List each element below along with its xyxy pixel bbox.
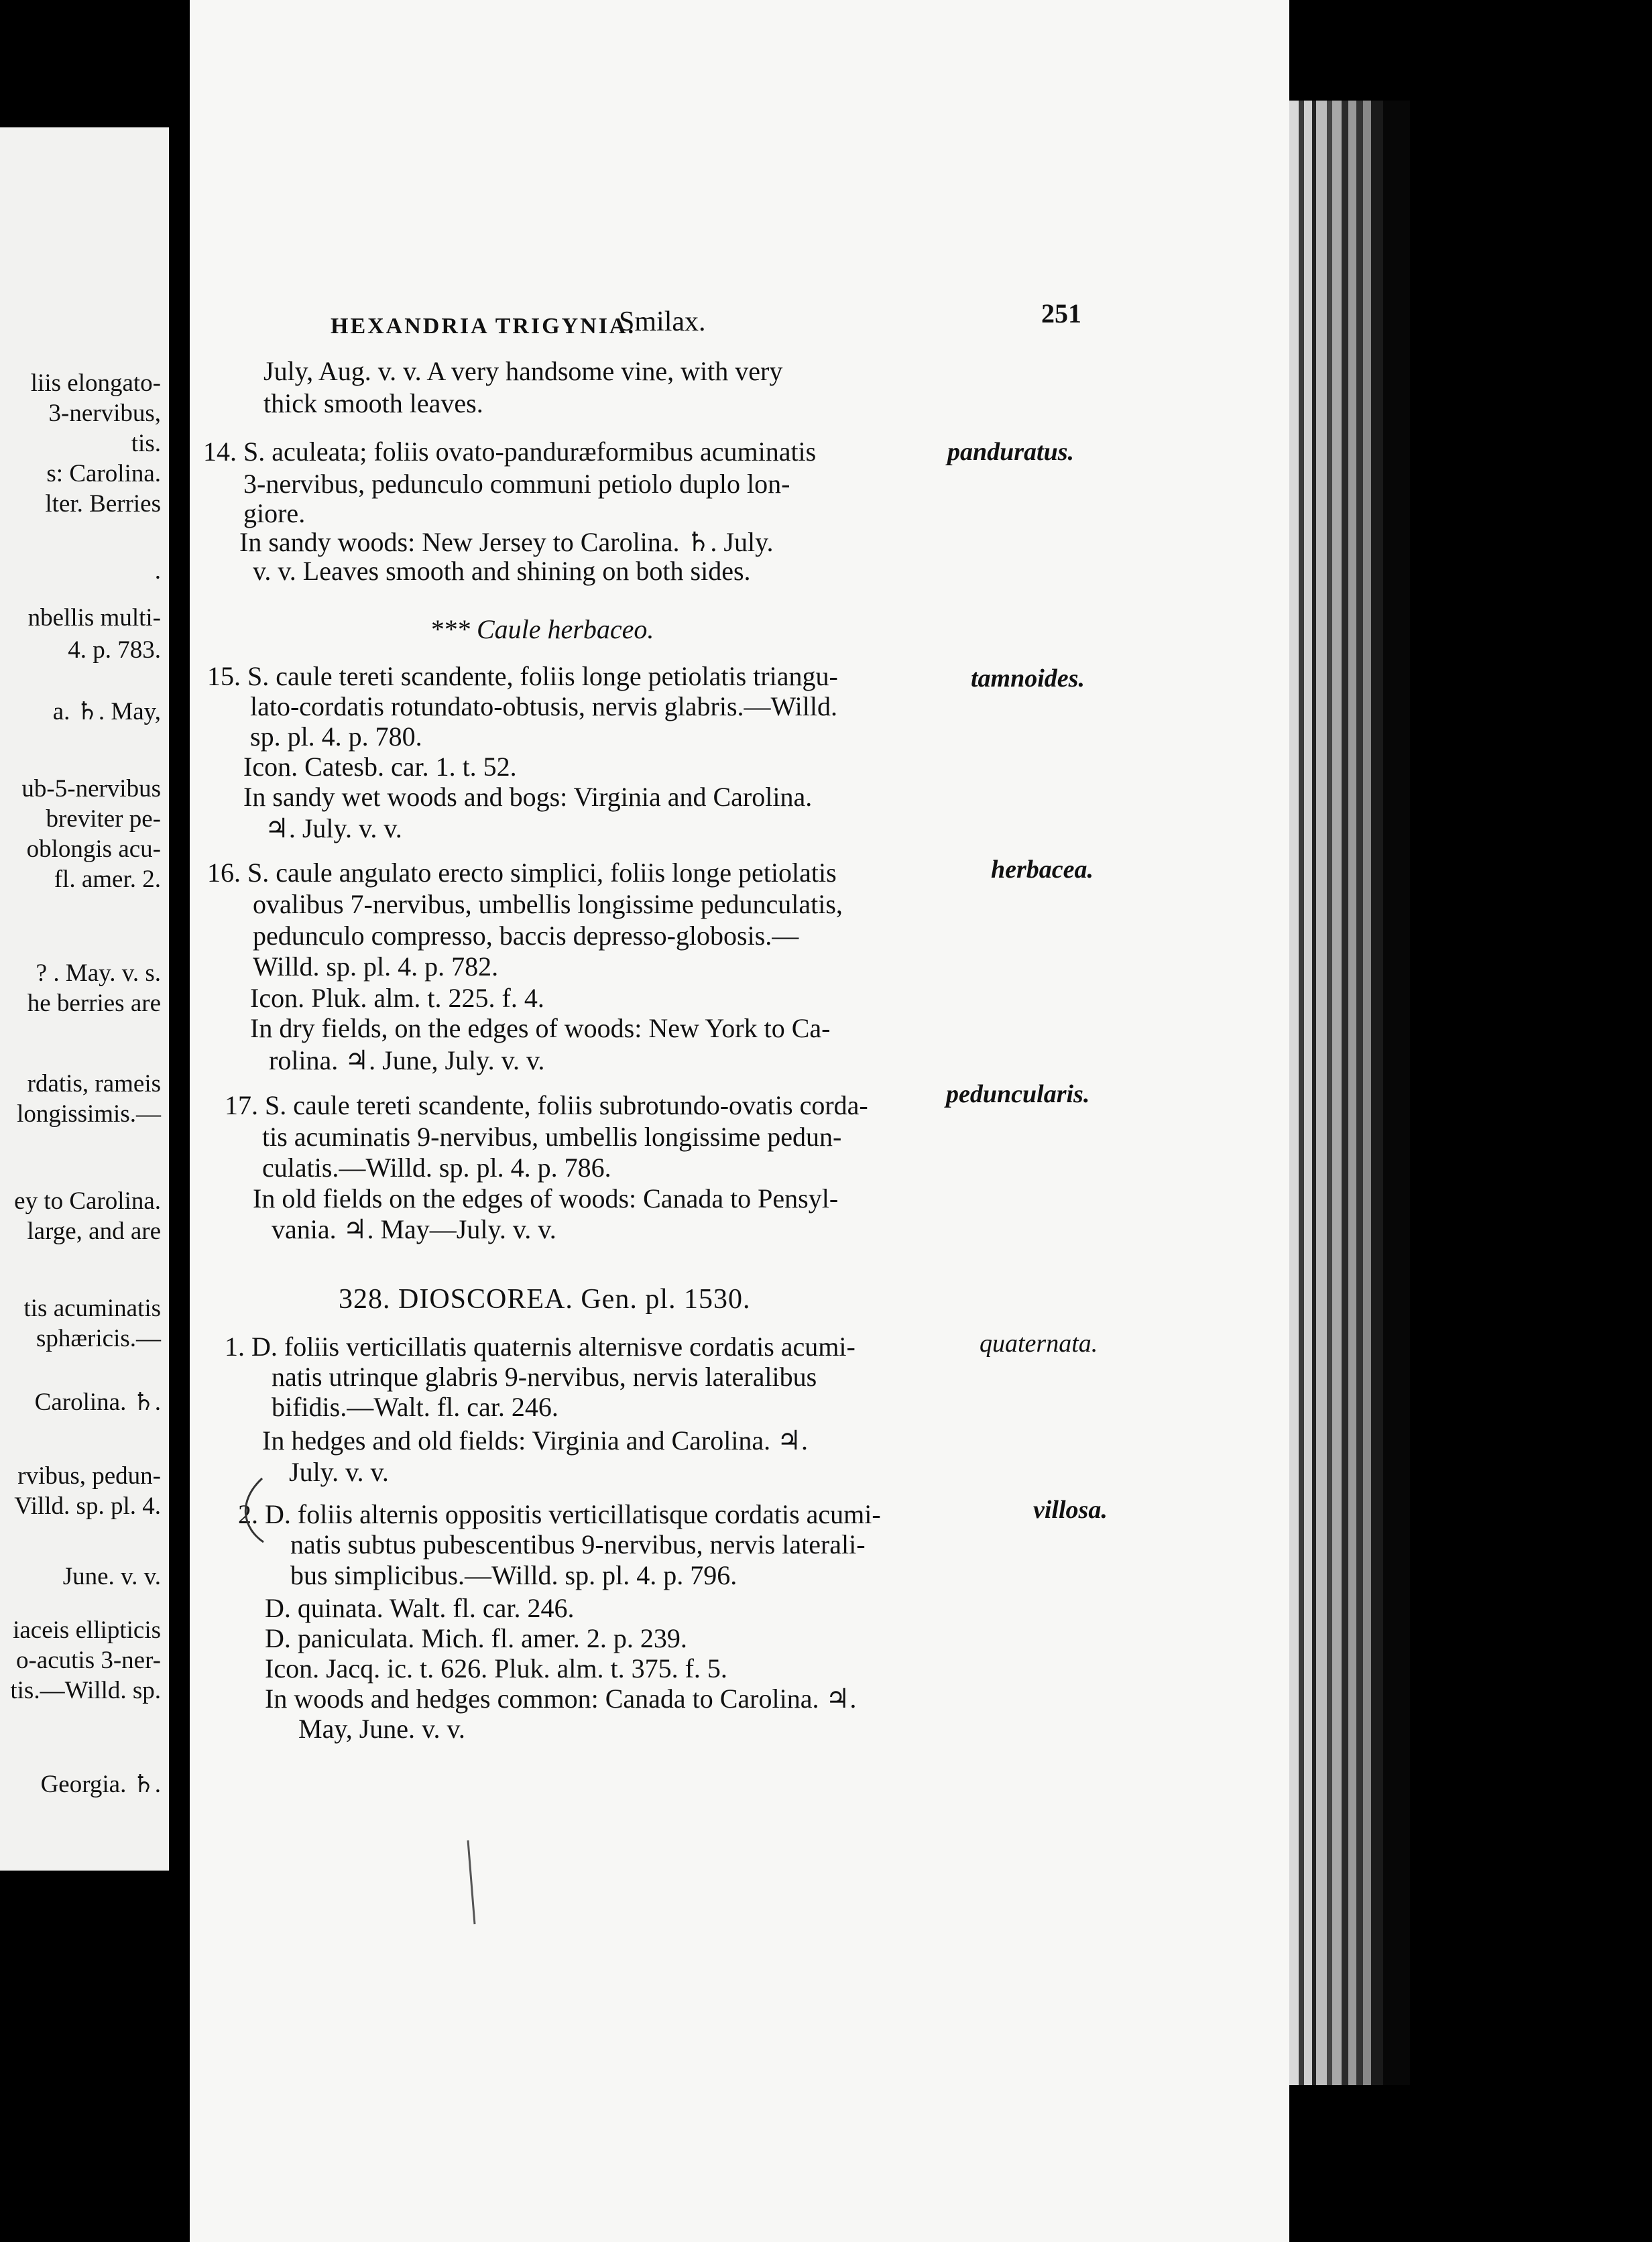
text-line: D. quinata. Walt. fl. car. 246. <box>265 1593 575 1623</box>
text-line: thick smooth leaves. <box>263 388 483 418</box>
left-line: rdatis, rameis <box>27 1070 161 1098</box>
left-line: longissimis.— <box>17 1100 161 1128</box>
text-line: lato-cordatis rotundato-obtusis, nervis glabris.—Willd. <box>250 691 838 721</box>
text-line: In dry fields, on the edges of woods: New York to Ca- <box>250 1013 831 1043</box>
left-line: rvibus, pedun- <box>17 1462 161 1490</box>
previous-page-fragment <box>0 127 169 1871</box>
left-line: June. v. v. <box>62 1563 161 1590</box>
page-number: 251 <box>1041 298 1081 329</box>
left-line: he berries are <box>27 990 161 1017</box>
left-line: Georgia. ♄. <box>40 1771 161 1798</box>
left-line: s: Carolina. <box>46 460 161 487</box>
text-line: pedunculo compresso, baccis depresso-globosis.— <box>253 921 799 951</box>
text-line: In sandy woods: New Jersey to Carolina. ♄. July. <box>239 527 774 557</box>
text-line: In woods and hedges common: Canada to Carolina. ♃. <box>265 1684 857 1714</box>
book-page <box>190 0 1289 2242</box>
left-line: ? . May. v. s. <box>36 959 161 987</box>
page-edges <box>1289 101 1464 2085</box>
left-line: oblongis acu- <box>26 835 161 863</box>
text-line: sp. pl. 4. p. 780. <box>250 721 422 752</box>
text-line: natis utrinque glabris 9-nervibus, nervis lateralibus <box>272 1362 817 1392</box>
text-line: Icon. Pluk. alm. t. 225. f. 4. <box>250 983 544 1013</box>
left-line: . <box>154 557 161 585</box>
margin-name: villosa. <box>1033 1496 1108 1524</box>
left-line: lter. Berries <box>45 490 161 518</box>
left-line: Carolina. ♄. <box>34 1389 161 1416</box>
text-line: v. v. Leaves smooth and shining on both sides. <box>253 556 751 586</box>
left-line: nbellis multi- <box>27 604 161 632</box>
left-line: tis.—Willd. sp. <box>10 1677 161 1704</box>
text-line: ♃. July. v. v. <box>265 813 402 843</box>
text-line: vania. ♃. May—July. v. v. <box>272 1214 556 1244</box>
text-line: 3-nervibus, pedunculo communi petiolo duplo lon- <box>243 469 790 499</box>
running-title: HEXANDRIA TRIGYNIA. <box>331 314 636 339</box>
margin-name: quaternata. <box>980 1330 1098 1358</box>
left-line: tis acuminatis <box>23 1295 161 1322</box>
text-line: tis acuminatis 9-nervibus, umbellis longissime pedun- <box>262 1122 842 1152</box>
text-line: rolina. ♃. June, July. v. v. <box>269 1045 545 1075</box>
text-line: 1. D. foliis verticillatis quaternis alternisve cordatis acumi- <box>225 1332 856 1362</box>
text-line: May, June. v. v. <box>298 1714 465 1744</box>
text-line: 15. S. caule tereti scandente, foliis longe petiolatis triangu- <box>207 661 838 691</box>
left-line: ub-5-nervibus <box>21 775 161 803</box>
text-line: culatis.—Willd. sp. pl. 4. p. 786. <box>262 1153 611 1183</box>
text-line: Willd. sp. pl. 4. p. 782. <box>253 951 499 982</box>
margin-name: tamnoides. <box>971 664 1085 693</box>
margin-name: peduncularis. <box>946 1080 1090 1108</box>
left-line: o-acutis 3-ner- <box>15 1647 161 1674</box>
left-line: fl. amer. 2. <box>54 866 161 893</box>
text-line: In sandy wet woods and bogs: Virginia and Carolina. <box>243 782 813 812</box>
text-line: 17. S. caule tereti scandente, foliis subrotundo-ovatis corda- <box>225 1090 868 1120</box>
left-line: a. ♄. May, <box>52 698 161 725</box>
left-line: 3-nervibus, <box>48 400 161 427</box>
section-heading: *** Caule herbaceo. <box>430 614 654 644</box>
text-line: In hedges and old fields: Virginia and Carolina. ♃. <box>262 1425 809 1456</box>
text-line: July. v. v. <box>289 1457 389 1487</box>
left-line: sphæricis.— <box>36 1325 161 1352</box>
left-line: ey to Carolina. <box>14 1187 161 1215</box>
text-line: bus simplicibus.—Willd. sp. pl. 4. p. 796. <box>290 1560 738 1590</box>
text-line: July, Aug. v. v. A very handsome vine, with very <box>263 356 783 386</box>
genus-heading: Smilax. <box>619 306 706 337</box>
text-line: Icon. Jacq. ic. t. 626. Pluk. alm. t. 375. f. 5. <box>265 1653 727 1684</box>
left-line: Villd. sp. pl. 4. <box>14 1492 161 1520</box>
text-line: ovalibus 7-nervibus, umbellis longissime pedunculatis, <box>253 889 843 919</box>
left-line: liis elongato- <box>30 369 161 397</box>
text-line: Icon. Catesb. car. 1. t. 52. <box>243 752 517 782</box>
text-line: bifidis.—Walt. fl. car. 246. <box>272 1392 558 1422</box>
text-line: 14. S. aculeata; foliis ovato-panduræformibus acuminatis <box>203 436 817 467</box>
margin-name: panduratus. <box>947 438 1075 466</box>
text-line: giore. <box>243 498 306 528</box>
text-line: 2. D. foliis alternis oppositis verticillatisque cordatis acumi- <box>238 1499 881 1529</box>
text-line: D. paniculata. Mich. fl. amer. 2. p. 239. <box>265 1623 687 1653</box>
text-line: In old fields on the edges of woods: Canada to Pensyl- <box>253 1183 839 1214</box>
left-line: tis. <box>131 430 161 457</box>
text-line: natis subtus pubescentibus 9-nervibus, nervis laterali- <box>290 1529 866 1559</box>
margin-name: herbacea. <box>991 856 1094 884</box>
text-line: 16. S. caule angulato erecto simplici, foliis longe petiolatis <box>207 858 837 888</box>
genus-section-heading: 328. DIOSCOREA. Gen. pl. 1530. <box>339 1284 751 1315</box>
left-line: 4. p. 783. <box>68 636 161 664</box>
pencil-marks <box>190 0 1289 2242</box>
left-line: iaceis ellipticis <box>13 1616 161 1644</box>
left-line: breviter pe- <box>46 805 161 833</box>
left-line: large, and are <box>27 1218 161 1245</box>
